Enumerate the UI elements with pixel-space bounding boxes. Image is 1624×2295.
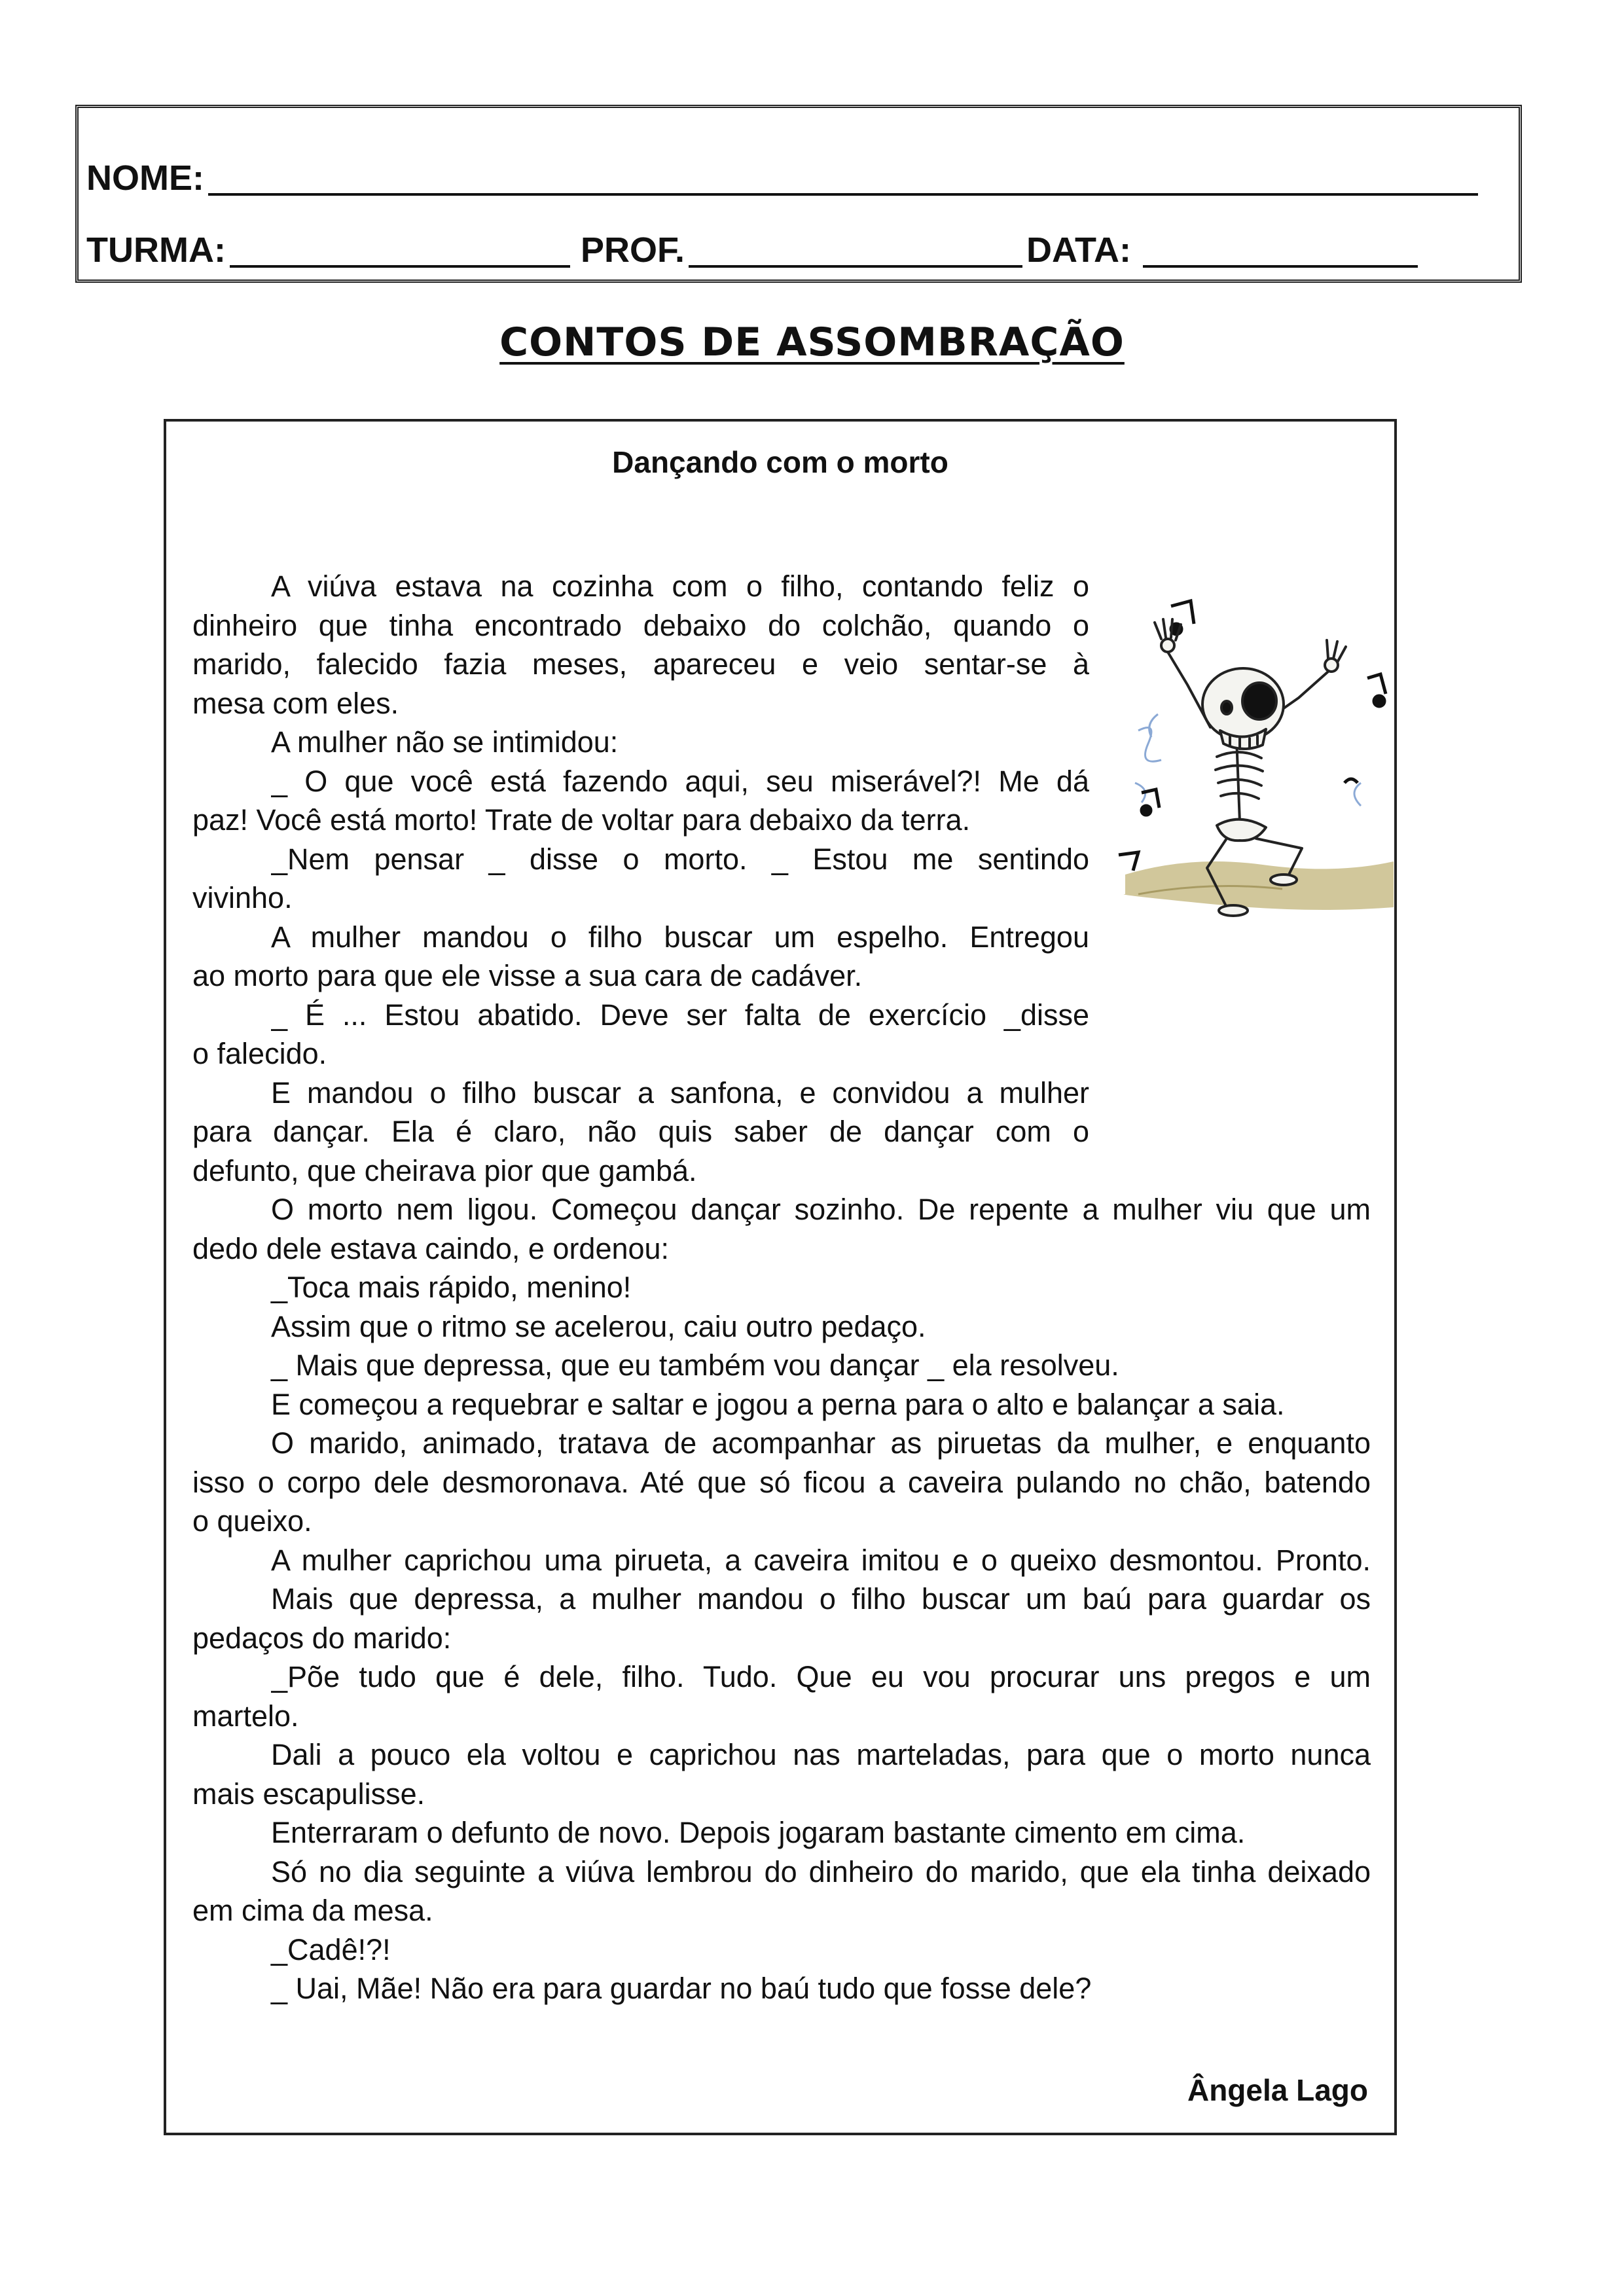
story-line: E começou a requebrar e saltar e jogou a perna para o alto e balançar a saia. <box>271 1387 1285 1421</box>
class-field[interactable] <box>230 234 570 268</box>
date-field[interactable] <box>1143 234 1418 268</box>
story-line: ao morto para que ele visse a sua cara de cadáver. <box>192 959 863 992</box>
story-line: isso o corpo dele desmoronava. Até que só ficou a caveira pulando no chão, batendo <box>192 1465 1371 1499</box>
story-line: Enterraram o defunto de novo. Depois jogaram bastante cimento em cima. <box>271 1816 1246 1849</box>
name-label: NOME: <box>86 158 204 198</box>
story-author: Ângela Lago <box>1187 2073 1368 2107</box>
header-box <box>75 105 1522 283</box>
story-line: mesa com eles. <box>192 686 399 720</box>
story-line: _ Mais que depressa, que eu também vou dançar _ ela resolveu. <box>271 1348 1119 1382</box>
story-line: paz! Você está morto! Trate de voltar para debaixo da terra. <box>192 803 971 837</box>
info-row <box>86 232 1418 268</box>
story-line: O morto nem ligou. Começou dançar sozinho. De repente a mulher viu que um <box>271 1193 1371 1226</box>
story-line: _Cadê!?! <box>271 1932 391 1966</box>
story-line: O marido, animado, tratava de acompanhar as piruetas da mulher, e enquanto <box>271 1426 1371 1460</box>
dancing-skeleton-illustration <box>1112 567 1397 920</box>
story-line: Só no dia seguinte a viúva lembrou do dinheiro do marido, que ela tinha deixado <box>271 1854 1371 1888</box>
story-line: dinheiro que tinha encontrado debaixo do colchão, quando o <box>192 608 1089 642</box>
story-line: dedo dele estava caindo, e ordenou: <box>192 1231 670 1265</box>
page-title: CONTOS DE ASSOMBRAÇÃO <box>499 319 1125 365</box>
story-line: Dali a pouco ela voltou e caprichou nas marteladas, para que o morto nunca <box>271 1738 1371 1771</box>
story-line: _Nem pensar _ disse o morto. _ Estou me sentindo <box>271 842 1089 876</box>
story-line: para dançar. Ela é claro, não quis saber de dançar com o <box>192 1115 1089 1148</box>
name-field[interactable] <box>208 162 1478 196</box>
story-line: marido, falecido fazia meses, apareceu e veio sentar-se à <box>192 647 1089 681</box>
story-line: E mandou o filho buscar a sanfona, e convidou a mulher <box>271 1075 1089 1110</box>
story-line: pedaços do marido: <box>192 1621 452 1655</box>
story-line: vivinho. <box>192 881 293 914</box>
story-line: em cima da mesa. <box>192 1894 433 1927</box>
name-row <box>86 160 1478 196</box>
story-box <box>164 419 1397 2135</box>
teacher-label: PROF. <box>580 230 685 270</box>
story-line: mais escapulisse. <box>192 1777 425 1811</box>
story-line: defunto, que cheirava pior que gambá. <box>192 1153 697 1187</box>
story-line: o queixo. <box>192 1504 312 1538</box>
story-line: _ Uai, Mãe! Não era para guardar no baú tudo que fosse dele? <box>271 1972 1092 2005</box>
story-line: A mulher caprichou uma pirueta, a caveira imitou e o queixo desmontou. Pronto. <box>271 1543 1371 1577</box>
story-title: Dançando com o morto <box>612 445 948 479</box>
teacher-field[interactable] <box>689 234 1022 268</box>
story-line: A mulher não se intimidou: <box>271 725 619 759</box>
story-line: o falecido. <box>192 1037 327 1070</box>
story-line: A mulher mandou o filho buscar um espelho. Entregou <box>271 920 1089 954</box>
story-line: _Toca mais rápido, menino! <box>271 1271 632 1304</box>
date-label: DATA: <box>1026 230 1131 270</box>
story-line: martelo. <box>192 1699 299 1733</box>
class-label: TURMA: <box>86 230 226 270</box>
story-line: Assim que o ritmo se acelerou, caiu outro pedaço. <box>271 1309 926 1343</box>
story-line: _ O que você está fazendo aqui, seu miserável?! Me dá <box>271 764 1089 798</box>
story-line: _Põe tudo que é dele, filho. Tudo. Que eu vou procurar uns pregos e um <box>271 1660 1371 1693</box>
story-line: Mais que depressa, a mulher mandou o filho buscar um baú para guardar os <box>271 1582 1371 1616</box>
story-line: _ É ... Estou abatido. Deve ser falta de exercício _disse <box>271 998 1089 1032</box>
story-line: A viúva estava na cozinha com o filho, contando feliz o <box>271 569 1089 603</box>
